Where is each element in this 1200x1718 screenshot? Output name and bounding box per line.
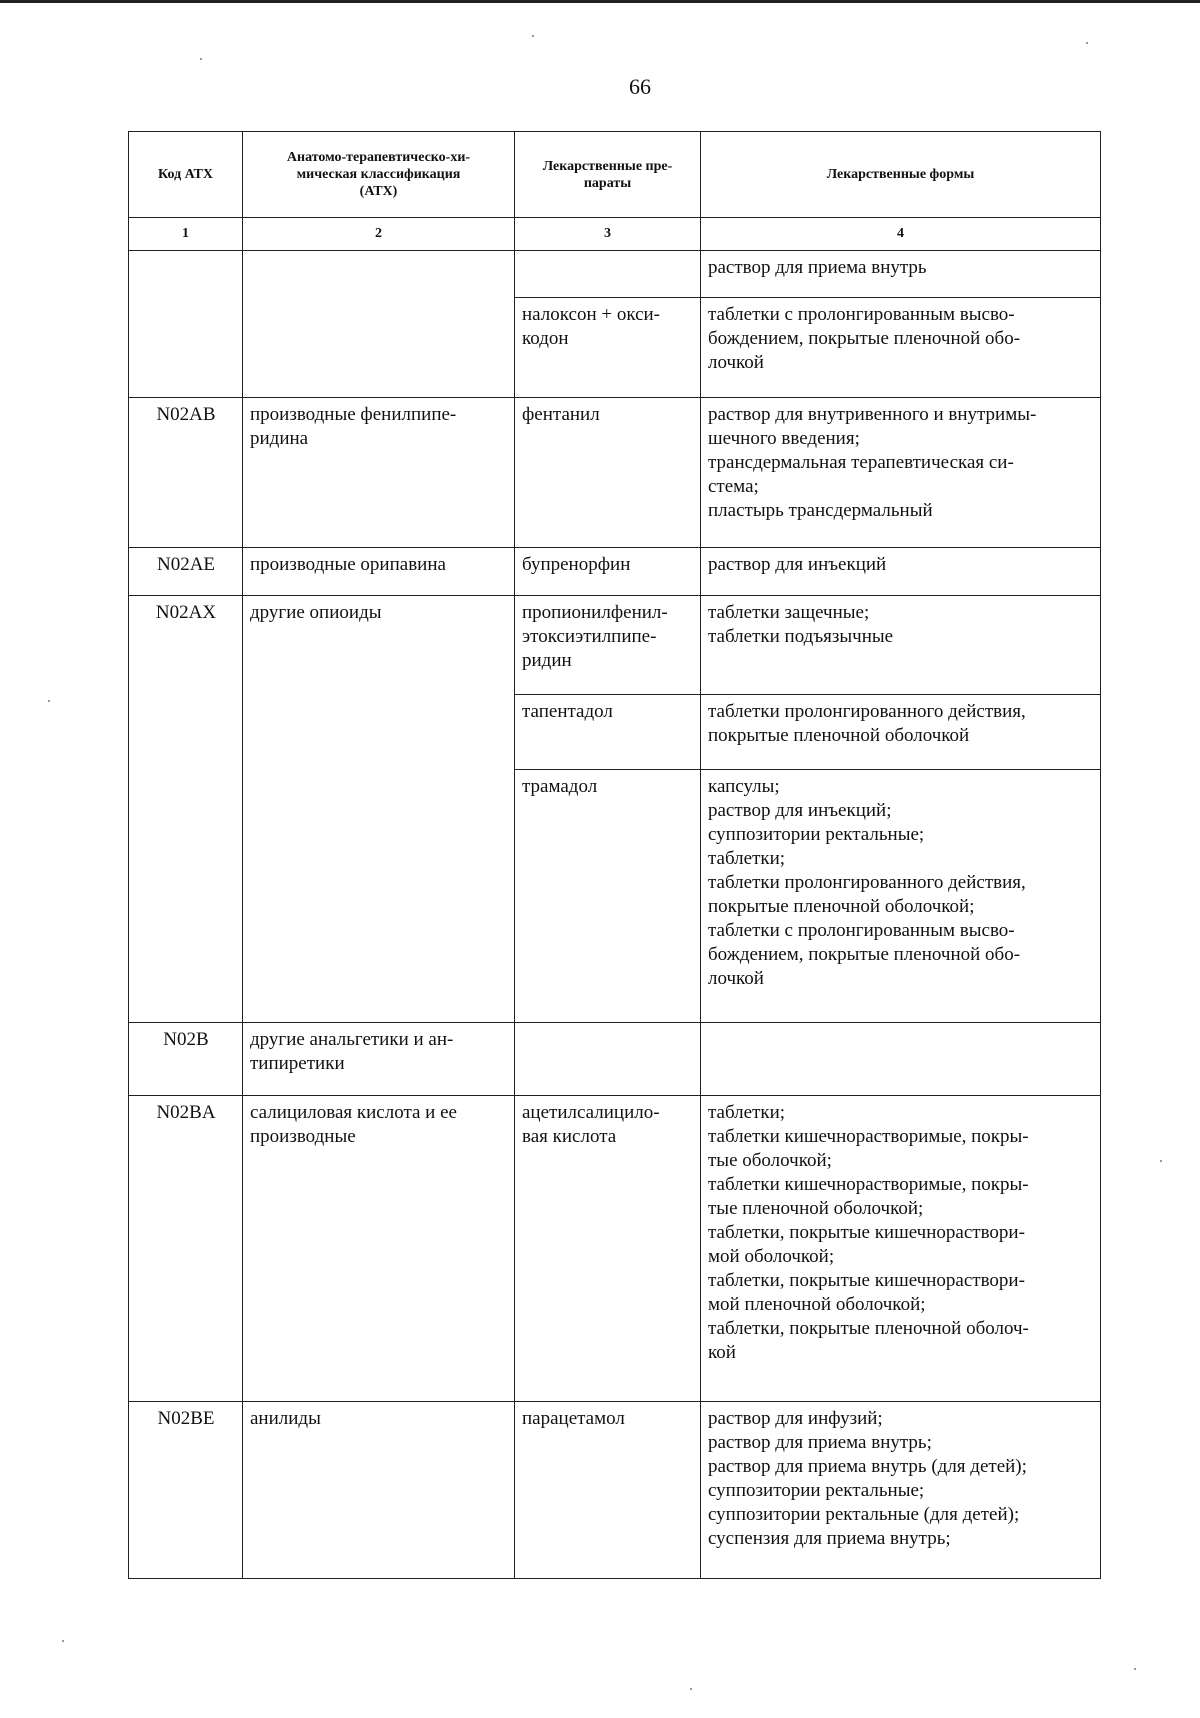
table-row [129, 1096, 1101, 1402]
prep-cell: тапентадол [515, 695, 701, 770]
prep-cell [515, 251, 701, 298]
scan-speck [690, 1688, 692, 1690]
prep-cell: налоксон + окси- кодон [515, 298, 701, 398]
forms-cell: раствор для внутривенного и внутримы- шечного введения; трансдермальная терапевтическая си- стема; пластырь трансдермальный [701, 398, 1101, 548]
class-cell: другие опиоиды [243, 596, 515, 1023]
scan-speck [62, 1640, 64, 1642]
class-cell: анилиды [243, 1402, 515, 1579]
code-cell: N02AE [129, 548, 243, 596]
scan-speck [532, 35, 534, 37]
prep-cell [515, 1023, 701, 1096]
header-row [129, 132, 1101, 218]
prep-cell: бупренорфин [515, 548, 701, 596]
column-number: 3 [515, 218, 701, 251]
forms-cell: таблетки; таблетки кишечнорастворимые, покры- тые оболочкой; таблетки кишечнорастворимые, покры- тые пленочной оболочкой; таблетки, покрытые кишечнораствори- мой оболочкой; таблетки, покрытые кишечнораствори- мой пленочной оболочкой; таблетки, покрытые пленочной оболоч- кой [701, 1096, 1101, 1402]
forms-cell [701, 1023, 1101, 1096]
table-row [129, 596, 1101, 695]
column-number: 2 [243, 218, 515, 251]
table-row [129, 1402, 1101, 1579]
scan-speck [200, 58, 202, 60]
page-number: 66 [629, 74, 651, 99]
top-scan-edge [0, 0, 1200, 3]
code-cell: N02AB [129, 398, 243, 548]
prep-cell: ацетилсалицило- вая кислота [515, 1096, 701, 1402]
prep-cell: парацетамол [515, 1402, 701, 1579]
table-row [129, 251, 1101, 298]
header-forms: Лекарственные формы [701, 132, 1101, 218]
class-cell [243, 251, 515, 398]
scan-speck [1160, 1160, 1162, 1162]
forms-cell: раствор для приема внутрь [701, 251, 1101, 298]
forms-cell: капсулы; раствор для инъекций; суппозитории ректальные; таблетки; таблетки пролонгированного действия, покрытые пленочной оболочкой; таблетки с пролонгированным высво- бождением, покрытые пленочной обо- лочкой [701, 770, 1101, 1023]
code-cell [129, 251, 243, 398]
header-code: Код АТХ [129, 132, 243, 218]
table-row [129, 1023, 1101, 1096]
forms-cell: таблетки защечные; таблетки подъязычные [701, 596, 1101, 695]
table-row [129, 398, 1101, 548]
class-cell: производные орипавина [243, 548, 515, 596]
class-cell: другие анальгетики и ан- типиретики [243, 1023, 515, 1096]
class-cell: салициловая кислота и ее производные [243, 1096, 515, 1402]
code-cell: N02BA [129, 1096, 243, 1402]
code-cell: N02AX [129, 596, 243, 1023]
column-number-row [129, 218, 1101, 251]
header-classification: Анатомо-терапевтическо-хи- мическая классификация (АТХ) [243, 132, 515, 218]
scan-speck [48, 700, 50, 702]
forms-cell: таблетки пролонгированного действия, покрытые пленочной оболочкой [701, 695, 1101, 770]
table-row [129, 548, 1101, 596]
forms-cell: раствор для инфузий; раствор для приема внутрь; раствор для приема внутрь (для детей); суппозитории ректальные; суппозитории ректальные (для детей); суспензия для приема внутрь; [701, 1402, 1101, 1579]
prep-cell: фентанил [515, 398, 701, 548]
scan-speck [1134, 1668, 1136, 1670]
code-cell: N02BE [129, 1402, 243, 1579]
forms-cell: таблетки с пролонгированным высво- бождением, покрытые пленочной обо- лочкой [701, 298, 1101, 398]
scan-speck [1086, 42, 1088, 44]
code-cell: N02B [129, 1023, 243, 1096]
prep-cell: трамадол [515, 770, 701, 1023]
column-number: 4 [701, 218, 1101, 251]
prep-cell: пропионилфенил- этоксиэтилпипе- ридин [515, 596, 701, 695]
class-cell: производные фенилпипе- ридина [243, 398, 515, 548]
atx-table [128, 131, 1101, 1579]
forms-cell: раствор для инъекций [701, 548, 1101, 596]
header-preparations: Лекарственные пре- параты [515, 132, 701, 218]
column-number: 1 [129, 218, 243, 251]
